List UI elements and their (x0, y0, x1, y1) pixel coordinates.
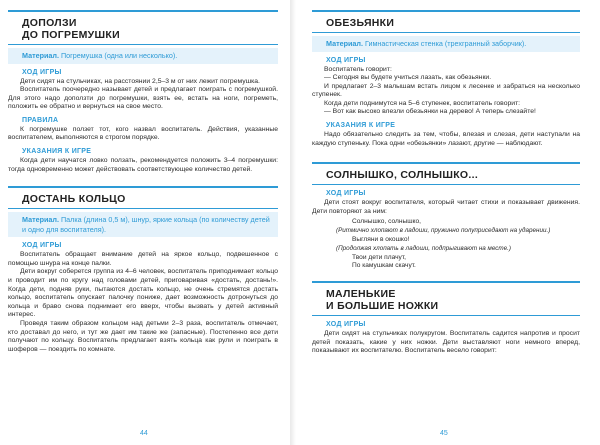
section-title-block (8, 10, 278, 45)
poem-line: По камушкам скачут. (352, 262, 416, 270)
material-text: Погремушка (одна или несколько). (60, 51, 178, 60)
material-label: Материал. (22, 51, 59, 60)
section-title: ОБЕЗЬЯНКИ (326, 17, 395, 29)
subheading-game: ХОД ИГРЫ (326, 321, 366, 329)
page-number: 44 (140, 430, 148, 437)
paragraph: Дети сидят на стульчиках полукругом. Воспитатель садится напротив и просит детей показать, какие у них ножки. Дети выставляют ноги немного вперед, показывают их воспитателю. Воспитатель весело говорит: (312, 330, 580, 355)
poem-note: (Ритмично хлопают в ладоши, пружинно полуприседают на ударении.) (336, 227, 551, 235)
section-title-block (312, 162, 580, 185)
right-page-content (312, 10, 580, 356)
paragraph: Дети стоят вокруг воспитателя, который читает стихи и показывает движения. Дети повторяют за ним: (312, 199, 580, 215)
material-box (312, 36, 580, 52)
subheading-game: ХОД ИГРЫ (326, 190, 366, 198)
right-page (300, 0, 590, 445)
material-label: Материал. (326, 39, 363, 48)
material-text: Палка (длина 0,5 м), шнур, яркие кольца (по количеству детей и одно для воспитателя). (22, 215, 270, 234)
section-title-block (8, 186, 278, 209)
paragraph: Надо обязательно следить за тем, чтобы, влезая и слезая, дети наступали на каждую ступеньку. Пока одни «обезьянки» лазают, другие — наблюдают. (312, 131, 580, 147)
section-title: ДОПОЛЗИ ДО ПОГРЕМУШКИ (22, 17, 120, 41)
paragraph: Дети сидят на стульчиках, на расстоянии 2,5–3 м от них лежит погремушка. (20, 77, 260, 85)
paragraph: Воспитатель поочередно называет детей и предлагает поиграть с погремушкой. Для этого надо доползти до погремушки, взять ее, встать на ноги, погреметь, положить ее обратно и вернуться на свое место. (8, 86, 278, 111)
poem-line: Солнышко, солнышко, (352, 218, 421, 226)
subheading-game: ХОД ИГРЫ (22, 242, 62, 250)
paragraph: Когда дети поднимутся на 5–6 ступенек, воспитатель говорит: (324, 99, 521, 107)
section-title: МАЛЕНЬКИЕ И БОЛЬШИЕ НОЖКИ (326, 288, 439, 313)
left-page (0, 0, 291, 445)
poem-note: (Продолжая хлопать в ладоши, подпрыгивают на месте.) (336, 244, 512, 252)
poem-line: Выгляни в окошко! (352, 236, 410, 244)
subheading-game: ХОД ИГРЫ (326, 56, 366, 64)
paragraph: К погремушке ползет тот, кого назвал воспитатель. Действия, указанные воспитателем, выполняются в строгом порядке. (8, 125, 278, 142)
paragraph: — Сегодня вы будете учиться лазать, как обезьянки. (324, 74, 492, 82)
left-page-content (8, 10, 278, 354)
material-text: Гимнастическая стенка (трехгранный заборчик). (364, 39, 527, 48)
paragraph: Воспитатель говорит: (324, 65, 392, 73)
paragraph: Когда дети научатся ловко ползать, рекомендуется положить 3–4 погремушки: тогда одновременно может действовать соответствующее количество детей. (8, 157, 278, 173)
material-label: Материал. (22, 215, 59, 225)
paragraph: Воспитатель обращает внимание детей на яркое кольцо, подвешенное с помощью шнура на конце палки. (8, 251, 278, 267)
section-title-block (312, 10, 580, 33)
section-title: СОЛНЫШКО, СОЛНЫШКО... (326, 169, 479, 182)
subheading-game: ХОД ИГРЫ (22, 68, 62, 76)
paragraph: Дети вокруг соберется группа из 4–6 человек, воспитатель приподнимает кольцо и проводит им по кругу над головами детей, приговаривая «достать, достань!». Когда дети, подняв руки, пытаются достать кольцо, не очень стремятся достать кольцо, воспитатель опускает палочку пониже, дает возможность дотронуться до кольца и браво снова поднимает его вверх, чтобы вызвать у детей активный интерес. (8, 268, 278, 319)
paragraph: И предлагает 2–3 малышам встать лицом к лесенке и забраться на несколько ступенек. (312, 82, 580, 99)
poem-block (336, 218, 580, 271)
book-gutter (290, 0, 300, 445)
paragraph: — Вот как высоко влезли обезьянки на дерево! А теперь слезайте! (324, 108, 536, 116)
material-box (8, 212, 278, 237)
material-box (8, 48, 278, 64)
section-title-block (312, 281, 580, 316)
page-number: 45 (440, 430, 448, 437)
section-title: ДОСТАНЬ КОЛЬЦО (22, 193, 126, 206)
subheading-tips: УКАЗАНИЯ К ИГРЕ (326, 122, 396, 130)
poem-line: Твои дети плачут, (352, 253, 406, 261)
paragraph: Проведя таким образом кольцом над детьми 2–3 раза, воспитатель отмечает, кто доставал до него, и тут же дает им такие же (запасные). Постепенно все дети получают по кольцу. Воспитатель предлагает взять кольца как рули и поиграть в шоферов — поездить по комнате. (8, 320, 278, 353)
subheading-tips: УКАЗАНИЯ К ИГРЕ (22, 148, 92, 156)
subheading-rules: ПРАВИЛА (22, 116, 59, 124)
